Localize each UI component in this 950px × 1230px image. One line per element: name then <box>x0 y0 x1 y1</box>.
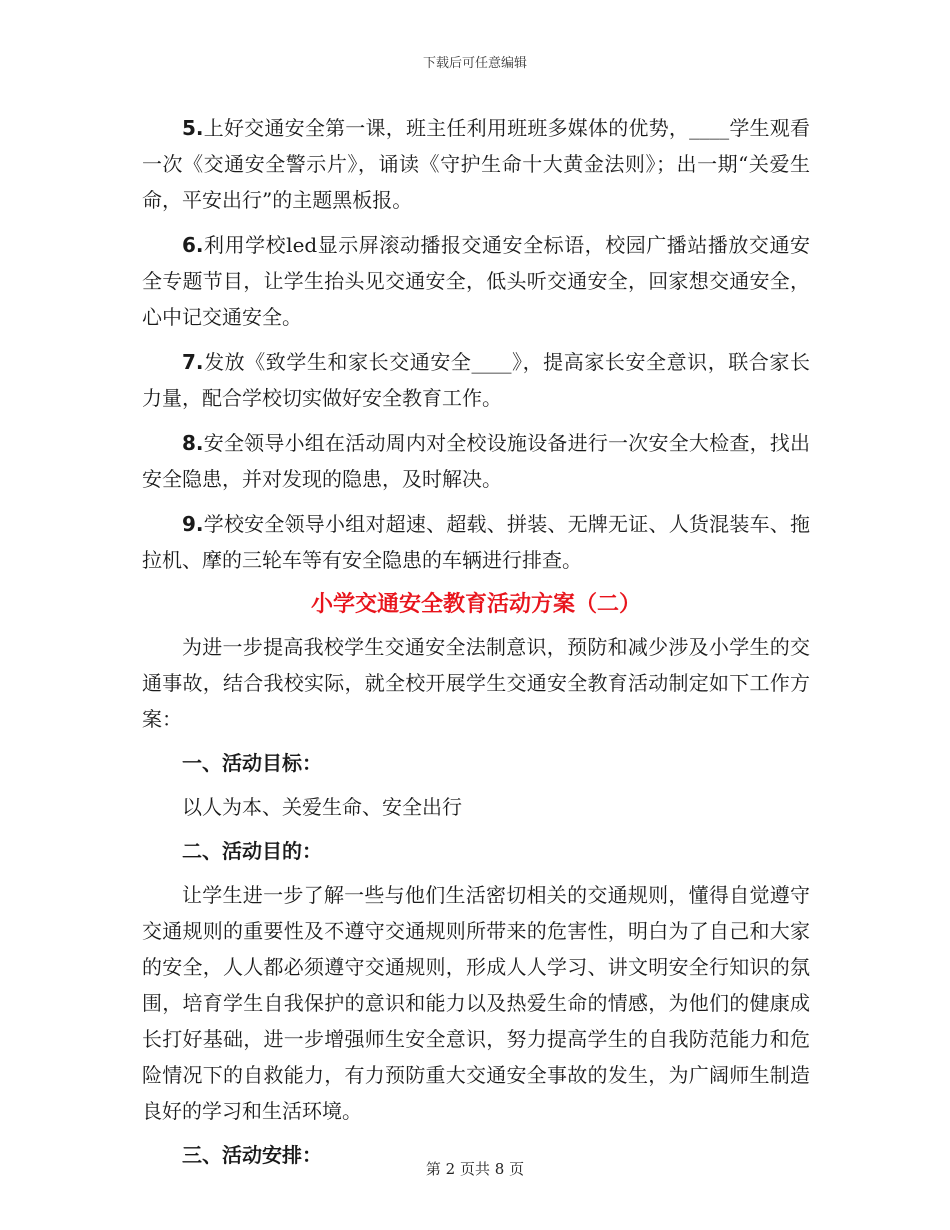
list-item-8 <box>142 425 810 497</box>
list-item-6 <box>142 227 810 335</box>
item-number: 9. <box>182 512 204 536</box>
document-body <box>142 110 810 1181</box>
list-item-5 <box>142 110 810 218</box>
item-number: 8. <box>182 431 204 455</box>
heading-goal: 一、活动目标： <box>182 751 322 775</box>
list-item-7 <box>142 344 810 416</box>
item-number: 7. <box>182 350 204 374</box>
goal-paragraph: 以人为本、关爱生命、安全出行 <box>182 795 462 819</box>
section-title: 小学交通安全教育活动方案（二） <box>310 592 641 617</box>
list-item-9 <box>142 506 810 578</box>
purpose-paragraph: 让学生进一步了解一些与他们生活密切相关的交通规则，懂得自觉遵守交通规则的重要性及不遵守交通规则所带来的危害性，明白为了自己和大家的安全，人人都必须遵守交通规则，形成人人学习、讲文明安全行知识的氛围，培育学生自我保护的意识和能力以及热爱生命的情感，为他们的健康成长打好基础，进一步增强师生安全意识，努力提高学生的自我防范能力和危险情况下的自救能力，有力预防重大交通安全事故的发生，为广阔师生制造良好的学习和生活环境。 <box>142 883 810 1123</box>
item-number: 6. <box>182 233 204 257</box>
page-header: 下载后可任意编辑 <box>422 56 527 71</box>
item-text: 学校安全领导小组对超速、超载、拼装、无牌无证、人货混装车、拖拉机、摩的三轮车等有安全隐患的车辆进行排查。 <box>142 512 810 572</box>
item-text: 利用学校led显示屏滚动播报交通安全标语，校园广播站播放交通安全专题节目，让学生抬头见交通安全，低头听交通安全，回家想交通安全，心中记交通安全。 <box>142 233 810 329</box>
page-footer: 第 2 页共 8 页 <box>425 1160 525 1178</box>
item-number: 5. <box>182 116 204 140</box>
heading-arrangement: 三、活动安排： <box>182 1143 322 1167</box>
heading-purpose: 二、活动目的： <box>182 839 322 863</box>
item-text: 上好交通安全第一课，班主任利用班班多媒体的优势，____学生观看一次《交通安全警示片》，诵读《守护生命十大黄金法则》；出一期“关爱生命，平安出行”的主题黑板报。 <box>142 116 810 212</box>
item-text: 安全领导小组在活动周内对全校设施设备进行一次安全大检查，找出安全隐患，并对发现的隐患，及时解决。 <box>142 431 810 491</box>
intro-paragraph: 为进一步提高我校学生交通安全法制意识，预防和减少涉及小学生的交通事故，结合我校实际，就全校开展学生交通安全教育活动制定如下工作方案： <box>142 635 810 731</box>
item-text: 发放《致学生和家长交通安全____》，提高家长安全意识，联合家长力量，配合学校切实做好安全教育工作。 <box>142 350 810 410</box>
